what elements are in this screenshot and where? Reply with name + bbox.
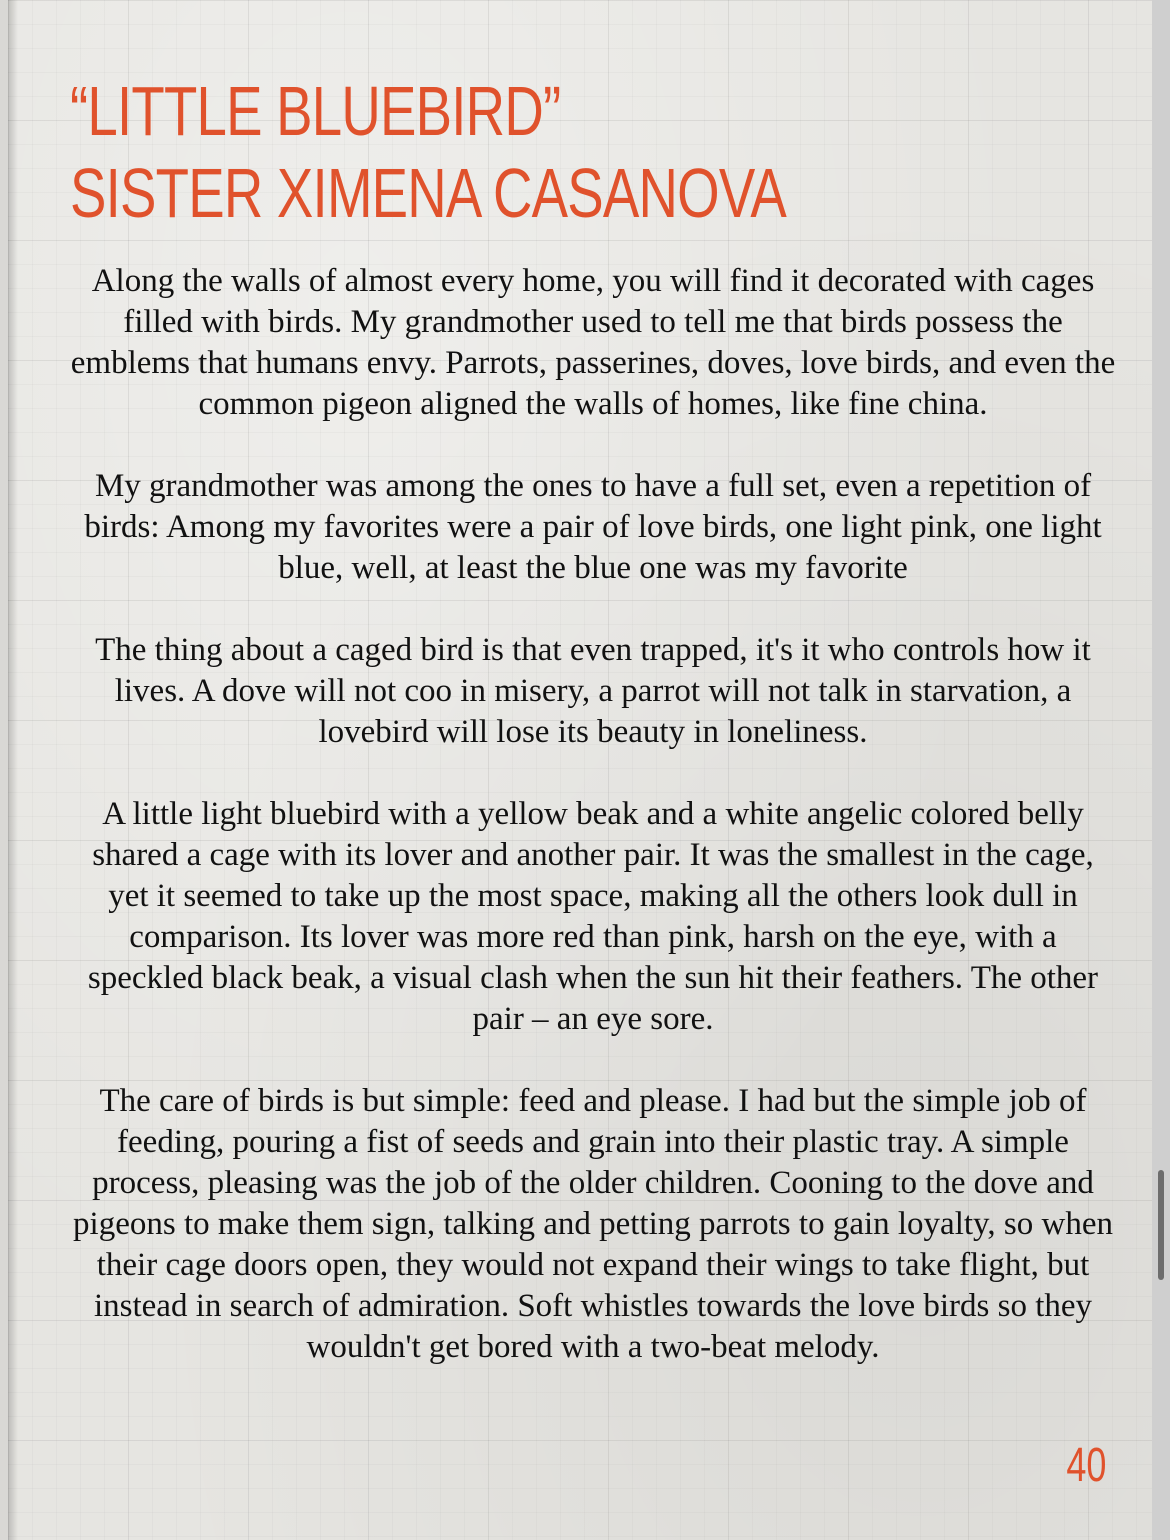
paragraph: The care of birds is but simple: feed and please. I had but the simple job of feeding, pouring a fist of seeds and grain into their plastic tray. A simple process, pleasing was the job of the older children. Cooning to the dove and pigeons to make them sign, talking and petting parrots to gain loyalty, so when their cage doors open, they would not expand their wings to take flight, but instead in search of admiration. Soft whistles towards the love birds so they wouldn't get bored with a two-beat melody. <box>73 1083 1113 1365</box>
title-line-2: SISTER XIMENA CASANOVA <box>70 154 787 232</box>
page-title <box>70 70 786 234</box>
story-body <box>70 261 1116 1409</box>
paragraph: A little light bluebird with a yellow beak and a white angelic colored belly shared a cage with its lover and another pair. It was the smallest in the cage, yet it seemed to take up the most space, making all the others look dull in comparison. Its lover was more red than pink, harsh on the eye, with a speckled black beak, a visual clash when the sun hit their feathers. The other pair – an eye sore. <box>87 796 1099 1037</box>
document-page <box>8 0 1152 1540</box>
title-line-1: “LITTLE BLUEBIRD” <box>70 72 561 150</box>
paragraph: The thing about a caged bird is that even trapped, it's it who controls how it lives. A dove will not coo in misery, a parrot will not talk in starvation, a lovebird will lose its beauty in loneliness. <box>95 632 1091 750</box>
paragraph: Along the walls of almost every home, you will find it decorated with cages filled with birds. My grandmother used to tell me that birds possess the emblems that humans envy. Parrots, passerines, doves, love birds, and even the common pigeon aligned the walls of homes, like fine china. <box>70 263 1116 422</box>
vertical-scrollbar[interactable] <box>1152 0 1170 1540</box>
scrollbar-thumb[interactable] <box>1158 1170 1164 1280</box>
page-number: 40 <box>1065 1439 1106 1492</box>
paragraph: My grandmother was among the ones to have a full set, even a repetition of birds: Among my favorites were a pair of love birds, one light pink, one light blue, well, at least the blue one was my favorite <box>84 468 1102 586</box>
